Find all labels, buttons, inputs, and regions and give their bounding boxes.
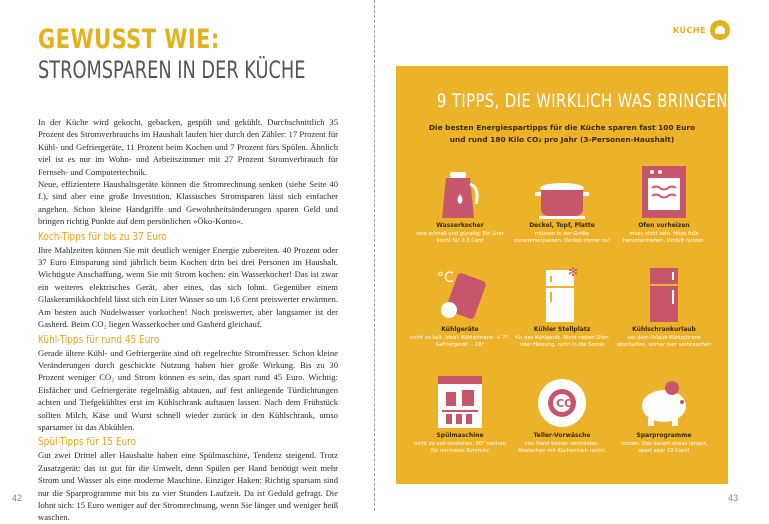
thermometer-icon <box>432 262 488 324</box>
section-paragraph-koch: Ihre Mahlzeiten können Sie mit deutlich weniger Energie zubereiten. 40 Prozent oder 37 Euro Einsparung sind jährlich beim Kochen drin bei drei Personen im Haushalt. Wichtigste Anschaffung, wenn Sie mit Strom kochen: ein Wasserkocher! Das ist zwar ein weiteres elektrisches Gerät, aber eines, das sich lohnt. Gegenüber einem Glaskeramikkochfeld lässt sich ein Liter Wasser so um 1,6 Cent preiswerter erwärmen. Am besten auch Nudelwasser vorkochen! Noch preiswerter, aber langsamer ist der Gasherd. Beim CO₂ liegen Wasserkocher und Gasherd gleichauf. <box>38 244 338 330</box>
fridge-off-icon <box>636 262 692 324</box>
pot-badge-icon <box>710 20 730 40</box>
svg-text:✻: ✻ <box>568 265 579 279</box>
section-paragraph-spuel: Gut zwei Drittel aller Haushalte haben eine Spülmaschine, Tendenz steigend. Trotz Zusatzgerät: das ist gut für die Umwelt, denn Spülen per Hand benötigt weit mehr Strom und Wasser als eine moderne Maschine. Einziger Haken: Richtig sparsam sind nur die Sparprogramme mit bis zu vier Stunden Laufzeit. Da ist Geduld gefragt. Die lohnt sich: 15 Euro weniger auf der Stromrechnung, wenn Sie länger und weniger heiß waschen. <box>38 450 338 523</box>
right-page <box>376 0 750 511</box>
tip-card: Wasserkocher sind schnell und günstig: Ein Liter kocht für 3,3 Cent <box>410 158 510 245</box>
page-title: GEWUSST WIE: <box>38 24 220 55</box>
section-heading-spuel: Spül-Tipps für 15 Euro <box>38 436 137 449</box>
svg-text:°C: °C <box>437 270 454 286</box>
panel-subtitle: Die besten Energiespartipps für die Küche sparen fast 100 Euro und rund 180 Kilo CO₂ pro Jahr (3-Personen-Haushalt) <box>428 123 696 144</box>
dishwasher-icon <box>432 368 488 430</box>
kettle-icon <box>432 158 488 220</box>
intro-paragraph-2: Neue, effizientere Haushaltsgeräte können die Stromrechnung senken (siehe Seite 40 f.), sind aber eine große Investition. Klassisches Stromsparen lässt sich einfacher angehen. Schon kleine Handgriffe und Gewohnheitsänderungen sparen Geld und bringen richtig Punkte auf dem persönlichen »Öko-Konto«. <box>38 179 338 227</box>
tip-card: ✻ Kühler Stellplatz für das Kühlgerät. Nicht neben Ofen oder Heizung, nicht in die Sonne <box>512 262 612 349</box>
oven-icon <box>636 158 692 220</box>
tip-card: Deckel, Topf, Platte müssen in der Größe zusammenpassen. Deckel immer zu! <box>512 158 612 245</box>
page-number-right: 43 <box>727 493 738 503</box>
tip-card: °C Kühlgeräte nicht zu kalt. Ideal: Kühlschrank: + 7°, Gefriergerät: – 18° <box>410 262 510 349</box>
tip-card: CO Teller-Vorwäsche von Hand besser vermeiden. Abwischen mit Küchentuch reicht. <box>512 368 612 455</box>
article-body <box>38 116 338 524</box>
svg-text:CO: CO <box>556 397 574 410</box>
tip-card: Spülmaschine nicht zu voll einstellen. 50° reichen für normalen Schmutz <box>410 368 510 455</box>
section-tag <box>673 20 730 40</box>
fridge-icon <box>534 262 590 324</box>
section-tag-label: KÜCHE <box>672 25 706 35</box>
left-page <box>0 0 374 523</box>
section-heading-kuehl: Kühl-Tipps für rund 45 Euro <box>38 333 160 346</box>
page-number-left: 42 <box>12 493 23 503</box>
pot-icon <box>534 158 590 220</box>
tip-card: Sparprogramme nutzen. Das dauert etwas länger, spart aber 10 Cent! <box>614 368 714 455</box>
tip-card: Ofen vorheizen muss nicht sein. Hitze früh herunterdrehen, Umluft nutzen. <box>614 158 714 245</box>
intro-paragraph: In der Küche wird gekocht, gebacken, gespült und gekühlt. Durchschnittlich 35 Prozent des Stromverbrauchs im Haushalt laufen hier durch den Zähler: 17 Prozent für Kühl- und Gefriergeräte, 11 Prozent beim Kochen und 7 Prozent fürs Spülen. Ähnlich viel ist es nur im Wohn- und Arbeitszimmer mit 27 Prozent Stromverbrauch für Fernseh- und Computertechnik. <box>38 117 338 177</box>
piggy-bank-icon <box>636 368 692 430</box>
page-subtitle: STROMSPAREN IN DER KÜCHE <box>38 56 306 84</box>
panel-title: 9 TIPPS, DIE WIRKLICH WAS BRINGEN <box>437 90 728 112</box>
plate-icon <box>534 368 590 430</box>
tips-panel <box>396 66 728 484</box>
section-paragraph-kuehl: Gerade ältere Kühl- und Gefriergeräte sind oft regelrechte Stromfresser. Schon kleine Veränderungen durch geschickte Nutzung haben hier große Wirkung. Bis zu 30 Prozent weniger CO₂ und Strom können es sein, das spart rund 45 Euro. Wichtig: Eisfächer und Gefriergeräte regelmäßig abtauen, auf fest anliegende Türdichtungen achten und Tiefgekühltes erst im Kühlschrank auftauen lassen. Nach dem Frühstück sollten Milch, Käse und Wurst schnell wieder zurück in den Kühlschrank, umso sparsamer ist das Abkühlen. <box>38 347 338 432</box>
tip-card: Kühlschrankurlaub vor dem Urlaub Kühlschrank abschalten, vorher leer verbrauchen <box>614 262 714 349</box>
section-heading-koch: Koch-Tipps für bis zu 37 Euro <box>38 230 167 243</box>
